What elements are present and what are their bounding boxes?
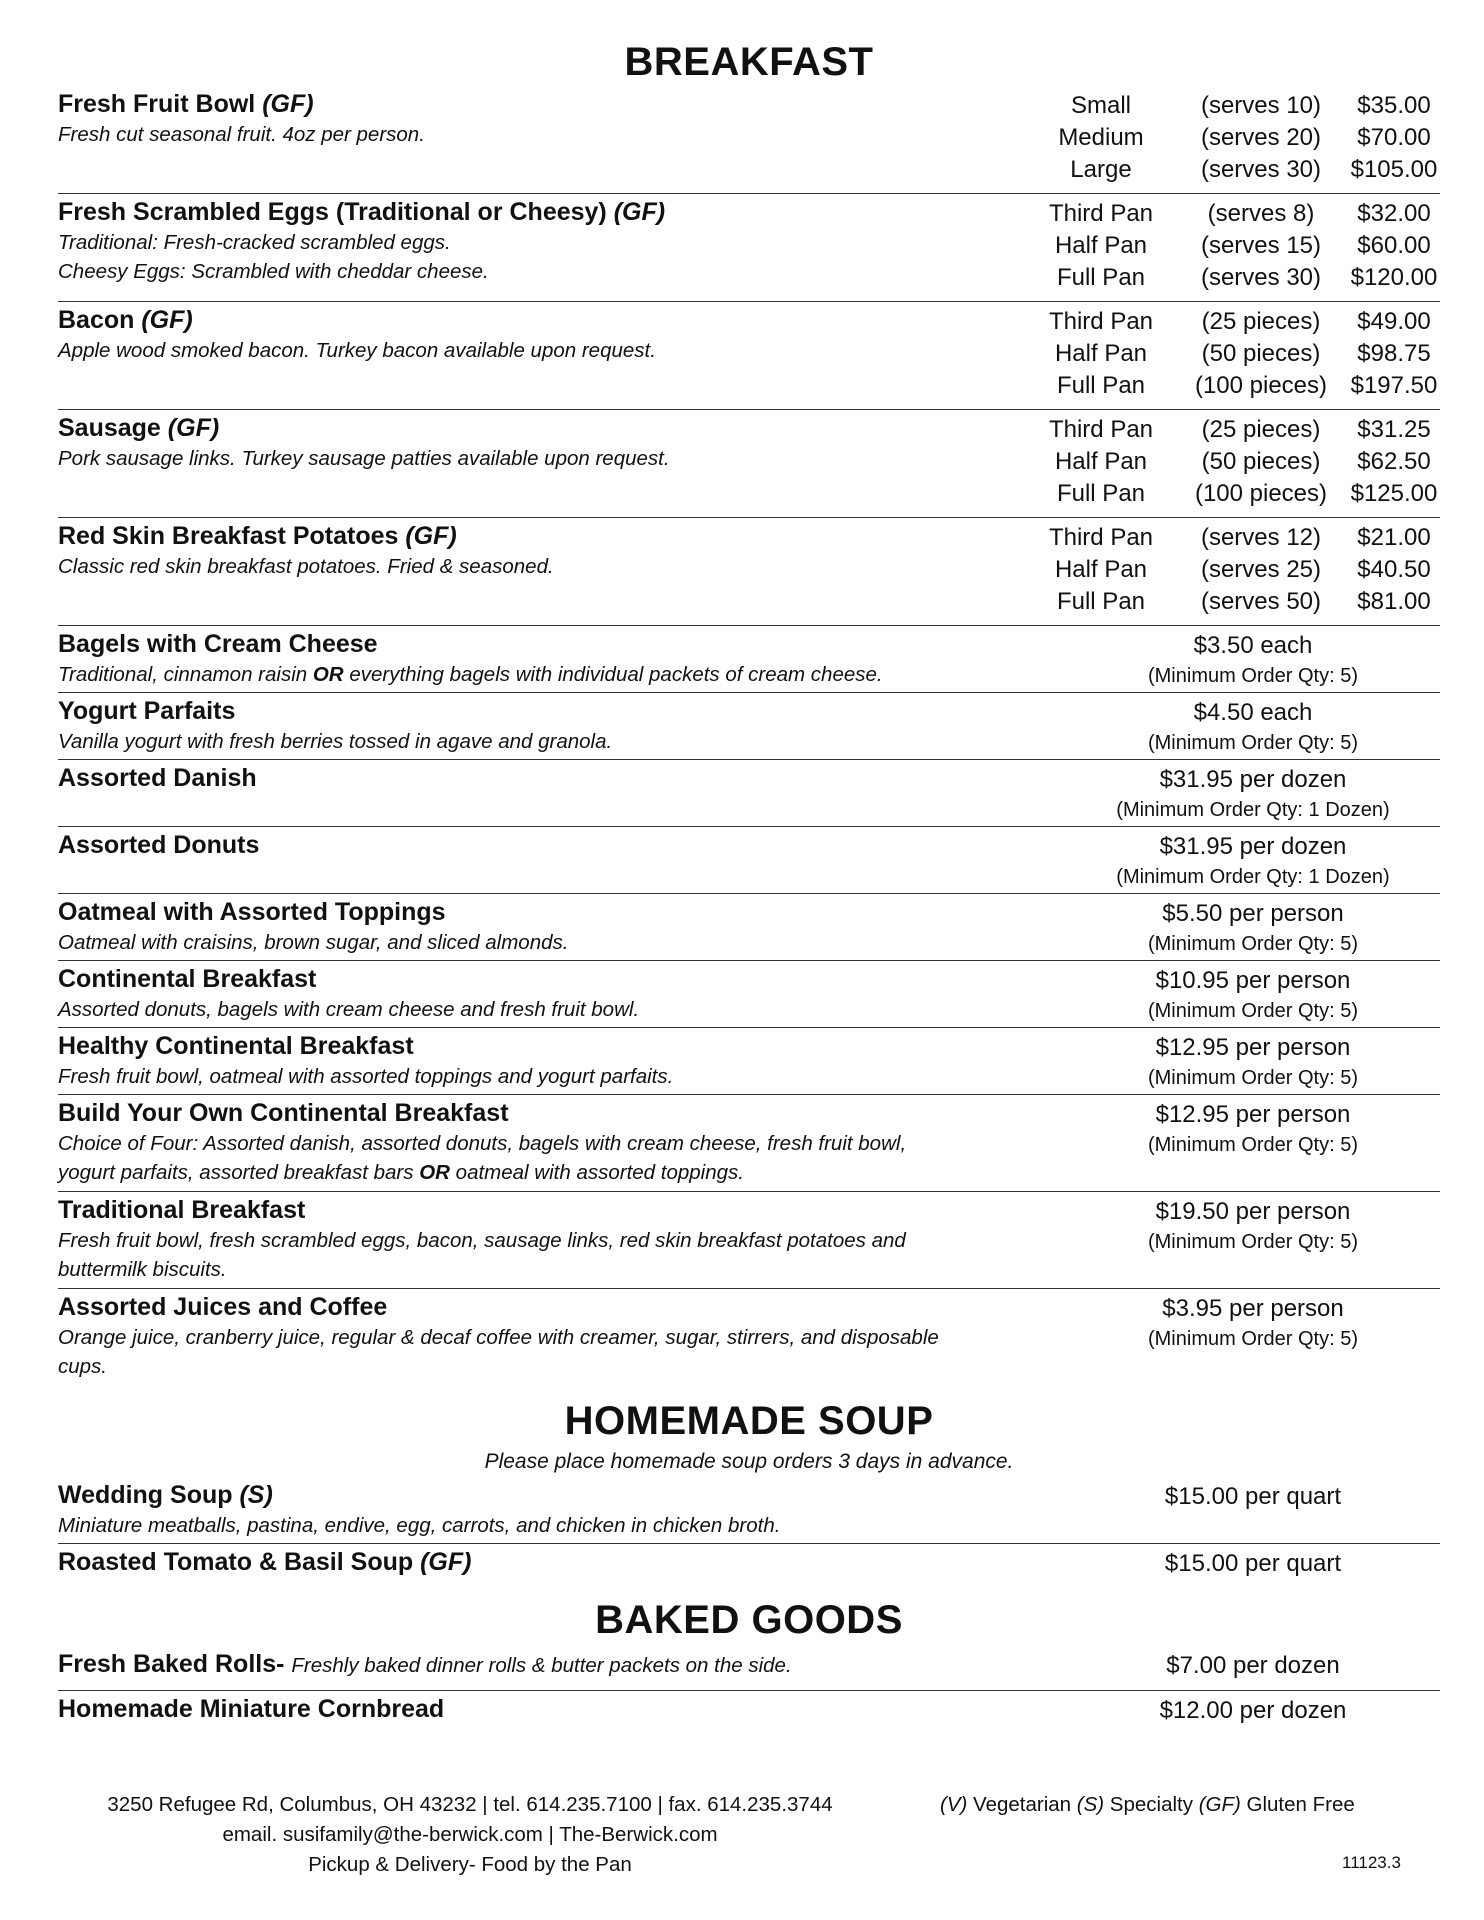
breakfast-heading: BREAKFAST <box>624 40 874 84</box>
item-description: Apple wood smoked bacon. Turkey bacon available upon request. <box>58 339 656 362</box>
price-text: $31.95 per dozen <box>1159 833 1347 860</box>
price-text: $15.00 per quart <box>1164 1550 1342 1577</box>
menu-item <box>58 760 1440 827</box>
size-row: Half Pan (serves 15) $60.00 <box>1054 232 1431 259</box>
soup-note: Please place homemade soup orders 3 days in advance. <box>484 1450 1014 1473</box>
item-description: buttermilk biscuits. <box>58 1258 227 1281</box>
menu-item <box>58 1691 1440 1735</box>
menu-item <box>58 626 1440 693</box>
item-description: Fresh fruit bowl, oatmeal with assorted toppings and yogurt parfaits. <box>58 1065 674 1088</box>
price-text: $12.95 per person <box>1155 1034 1351 1061</box>
price-text: $3.50 each <box>1193 632 1313 659</box>
item-price <box>1063 1196 1443 1256</box>
size-price-table <box>1021 414 1440 510</box>
menu-item <box>58 1095 1440 1192</box>
price-text: $5.50 per person <box>1162 900 1344 927</box>
size-row: Third Pan (25 pieces) $49.00 <box>1048 308 1431 335</box>
menu-item <box>58 961 1440 1028</box>
item-name: Continental Breakfast <box>58 965 317 993</box>
menu-item <box>58 194 1440 302</box>
item-description: Miniature meatballs, pastina, endive, egg, carrots, and chicken in chicken broth. <box>58 1514 781 1537</box>
menu-item <box>58 1477 1440 1544</box>
menu-item <box>58 827 1440 894</box>
item-description: Fresh cut seasonal fruit. 4oz per person. <box>58 123 425 146</box>
item-description: Oatmeal with craisins, brown sugar, and sliced almonds. <box>58 931 569 954</box>
item-name: Assorted Juices and Coffee <box>58 1293 388 1321</box>
menu-item <box>58 302 1440 410</box>
price-text: $3.95 per person <box>1162 1295 1344 1322</box>
item-name: Fresh Fruit Bowl (GF) <box>58 90 314 118</box>
item-name: Roasted Tomato & Basil Soup (GF) <box>58 1548 472 1576</box>
minimum-order: (Minimum Order Qty: 5) <box>1147 1134 1359 1156</box>
price-text: $4.50 each <box>1193 699 1313 726</box>
item-name: Healthy Continental Breakfast <box>58 1032 414 1060</box>
email-line: email. susifamily@the-berwick.com | The-Berwick.com <box>222 1823 718 1846</box>
item-description: Fresh fruit bowl, fresh scrambled eggs, bacon, sausage links, red skin breakfast potatoes and <box>58 1229 906 1252</box>
item-price <box>1063 965 1443 1025</box>
item-description: yogurt parfaits, assorted breakfast bars OR oatmeal with assorted toppings. <box>58 1161 744 1184</box>
item-description: Traditional, cinnamon raisin OR everything bagels with individual packets of cream cheese. <box>58 663 883 686</box>
size-price-table <box>1021 306 1440 402</box>
item-description: Classic red skin breakfast potatoes. Fried & seasoned. <box>58 555 554 578</box>
item-name: Build Your Own Continental Breakfast <box>58 1099 509 1127</box>
item-price <box>1063 1032 1443 1092</box>
size-row: Small (serves 10) $35.00 <box>1070 92 1431 119</box>
item-description: Choice of Four: Assorted danish, assorted donuts, bagels with cream cheese, fresh fruit bowl, <box>58 1132 907 1155</box>
item-price <box>1063 831 1443 891</box>
item-name: Yogurt Parfaits <box>58 697 236 725</box>
price-text: $12.95 per person <box>1155 1101 1351 1128</box>
item-description: Assorted donuts, bagels with cream cheese and fresh fruit bowl. <box>58 998 640 1021</box>
menu-item <box>58 1192 1440 1289</box>
item-name: Red Skin Breakfast Potatoes (GF) <box>58 522 457 550</box>
item-name: Fresh Scrambled Eggs (Traditional or Cheesy) (GF) <box>58 198 666 226</box>
menu-item <box>58 518 1440 626</box>
item-name: Oatmeal with Assorted Toppings <box>58 898 446 926</box>
item-name: Assorted Danish <box>58 764 257 792</box>
item-description: Cheesy Eggs: Scrambled with cheddar cheese. <box>58 260 489 283</box>
item-description: cups. <box>58 1355 107 1378</box>
size-row: Full Pan (serves 50) $81.00 <box>1056 588 1431 615</box>
item-description: Freshly baked dinner rolls & butter packets on the side. <box>291 1654 792 1677</box>
contact-info <box>60 1790 880 1880</box>
size-row: Half Pan (50 pieces) $98.75 <box>1054 340 1431 367</box>
item-price <box>1063 1548 1443 1580</box>
size-row: Full Pan (serves 30) $120.00 <box>1056 264 1438 291</box>
size-row: Medium (serves 20) $70.00 <box>1058 124 1431 151</box>
item-price <box>1063 1293 1443 1353</box>
size-row: Third Pan (serves 12) $21.00 <box>1048 524 1431 551</box>
item-name: Assorted Donuts <box>58 831 260 859</box>
item-description: Orange juice, cranberry juice, regular & decaf coffee with creamer, sugar, stirrers, and disposable <box>58 1326 939 1349</box>
item-price <box>1063 898 1443 958</box>
menu-item <box>58 693 1440 760</box>
minimum-order: (Minimum Order Qty: 1 Dozen) <box>1116 866 1390 888</box>
item-price <box>1063 1481 1443 1513</box>
item-price <box>1063 630 1443 690</box>
size-row: Third Pan (serves 8) $32.00 <box>1048 200 1431 227</box>
menu-item <box>58 1544 1440 1588</box>
address: 3250 Refugee Rd, Columbus, OH 43232 | tel. 614.235.7100 | fax. 614.235.3744 <box>107 1793 833 1816</box>
size-price-table <box>1021 522 1440 618</box>
minimum-order: (Minimum Order Qty: 5) <box>1147 732 1359 754</box>
menu-item <box>58 410 1440 518</box>
menu-item <box>58 86 1440 194</box>
price-text: $19.50 per person <box>1155 1198 1351 1225</box>
size-row: Large (serves 30) $105.00 <box>1070 156 1438 183</box>
minimum-order: (Minimum Order Qty: 5) <box>1147 1000 1359 1022</box>
baked-goods-heading: BAKED GOODS <box>595 1598 903 1642</box>
minimum-order: (Minimum Order Qty: 5) <box>1147 1231 1359 1253</box>
item-price <box>1063 1695 1443 1727</box>
minimum-order: (Minimum Order Qty: 5) <box>1147 665 1359 687</box>
menu-item <box>58 1646 1440 1691</box>
size-row: Half Pan (50 pieces) $62.50 <box>1054 448 1431 475</box>
dietary-key: (V) Vegetarian (S) Specialty (GF) Gluten Free <box>940 1793 1355 1816</box>
item-name: Wedding Soup (S) <box>58 1481 273 1509</box>
soup-heading: HOMEMADE SOUP <box>564 1399 934 1443</box>
size-price-table <box>1021 90 1440 186</box>
item-price <box>1063 764 1443 824</box>
menu-item <box>58 1289 1440 1385</box>
item-price <box>1063 1650 1443 1682</box>
item-price <box>1063 1099 1443 1159</box>
minimum-order: (Minimum Order Qty: 5) <box>1147 933 1359 955</box>
item-name: Fresh Baked Rolls- Freshly baked dinner rolls & butter packets on the side. <box>58 1650 792 1678</box>
minimum-order: (Minimum Order Qty: 5) <box>1147 1328 1359 1350</box>
item-name: Traditional Breakfast <box>58 1196 306 1224</box>
price-text: $12.00 per dozen <box>1159 1697 1347 1724</box>
size-row: Full Pan (100 pieces) $197.50 <box>1056 372 1438 399</box>
item-name: Bagels with Cream Cheese <box>58 630 378 658</box>
item-description: Traditional: Fresh-cracked scrambled eggs. <box>58 231 451 254</box>
size-row: Half Pan (serves 25) $40.50 <box>1054 556 1431 583</box>
price-text: $31.95 per dozen <box>1159 766 1347 793</box>
item-price <box>1063 697 1443 757</box>
document-code: 11123.3 <box>1342 1853 1401 1872</box>
service-line: Pickup & Delivery- Food by the Pan <box>308 1853 632 1876</box>
item-description: Vanilla yogurt with fresh berries tossed in agave and granola. <box>58 730 613 753</box>
price-text: $10.95 per person <box>1155 967 1351 994</box>
item-description: Pork sausage links. Turkey sausage patties available upon request. <box>58 447 670 470</box>
menu-item <box>58 1028 1440 1095</box>
size-row: Full Pan (100 pieces) $125.00 <box>1056 480 1438 507</box>
minimum-order: (Minimum Order Qty: 5) <box>1147 1067 1359 1089</box>
item-name: Homemade Miniature Cornbread <box>58 1695 445 1723</box>
item-name: Sausage (GF) <box>58 414 220 442</box>
size-row: Third Pan (25 pieces) $31.25 <box>1048 416 1431 443</box>
menu-item <box>58 894 1440 961</box>
size-price-table <box>1021 198 1440 294</box>
price-text: $15.00 per quart <box>1164 1483 1342 1510</box>
menu-page <box>58 0 1440 1735</box>
item-name: Bacon (GF) <box>58 306 193 334</box>
minimum-order: (Minimum Order Qty: 1 Dozen) <box>1116 799 1390 821</box>
price-text: $7.00 per dozen <box>1166 1652 1340 1679</box>
